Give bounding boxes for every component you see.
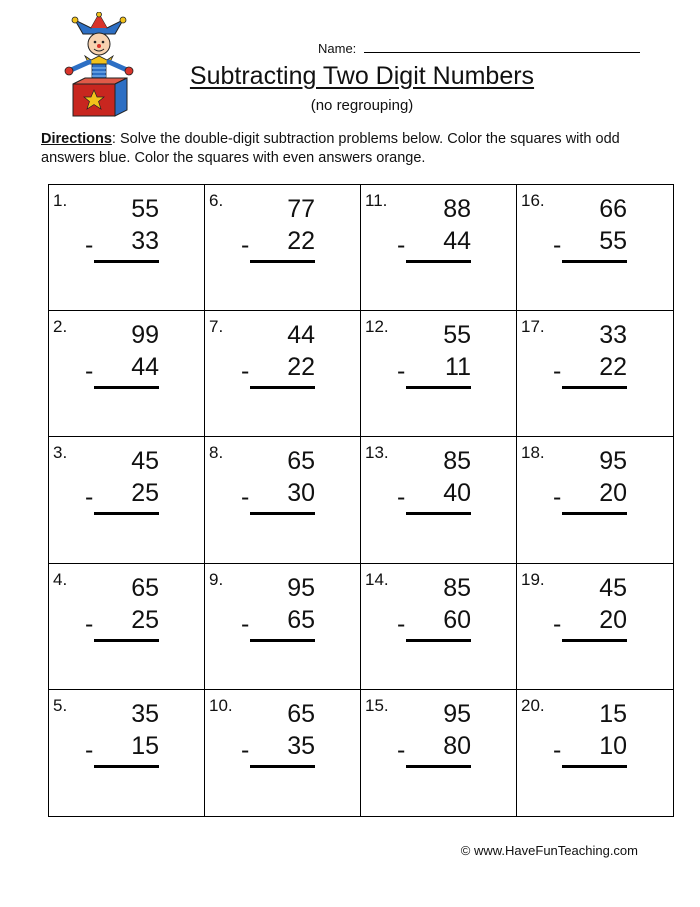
minus-sign: - [397,357,406,386]
problem-cell[interactable] [361,690,517,816]
subtrahend: 25 [131,605,159,634]
minus-sign: - [241,357,250,386]
minuend: 65 [131,573,159,602]
problem-number: 10. [209,695,233,715]
subtrahend: 40 [443,479,471,508]
subtrahend: 22 [599,353,627,382]
subtrahend: 44 [443,227,471,255]
subtrahend: 44 [131,353,159,382]
answer-line[interactable] [250,386,315,389]
answer-line[interactable] [562,639,627,642]
minuend: 85 [443,447,471,476]
answer-line[interactable] [406,386,471,389]
problem-number: 14. [365,569,389,589]
page-title: Subtracting Two Digit Numbers [189,62,535,90]
answer-line[interactable] [562,765,627,768]
problem-cell[interactable] [517,690,673,816]
problem-cell[interactable] [49,185,205,311]
answer-line[interactable] [250,512,315,515]
problem-number: 7. [209,317,224,337]
subtrahend: 15 [131,731,159,760]
minuend: 65 [287,447,315,476]
directions-text: : Solve the double-digit subtraction problems below. Color the squares with odd answers blue. Color the squares with even answers orange. [41,131,620,166]
answer-line[interactable] [94,765,159,768]
problem-number: 20. [521,695,545,715]
problem-cell[interactable] [361,185,517,311]
problem-number: 13. [365,443,389,463]
minus-sign: - [85,735,94,764]
minus-sign: - [241,231,250,259]
minus-sign: - [553,231,562,259]
problem-cell[interactable] [205,690,361,816]
problem-number: 6. [209,191,224,210]
minuend: 15 [599,699,627,728]
minuend: 95 [287,573,315,602]
subtrahend: 10 [599,731,627,760]
minuend: 55 [131,195,159,223]
problem-number: 15. [365,695,389,715]
minus-sign: - [241,483,250,512]
page-subtitle: (no regrouping) [310,97,414,114]
minuend: 35 [131,699,159,728]
problem-cell[interactable] [205,185,361,311]
minus-sign: - [397,735,406,764]
problem-number: 12. [365,317,389,337]
minuend: 95 [443,699,471,728]
minus-sign: - [85,609,94,638]
directions-label: Directions [41,131,112,147]
answer-line[interactable] [250,260,315,263]
problem-cell[interactable] [205,564,361,690]
problem-cell[interactable] [49,311,205,437]
minus-sign: - [553,357,562,386]
name-field[interactable] [318,40,640,56]
answer-line[interactable] [406,260,471,263]
answer-line[interactable] [562,512,627,515]
name-label: Name: [318,41,357,56]
answer-line[interactable] [406,765,471,768]
name-line[interactable] [364,40,640,53]
problem-number: 2. [53,317,68,337]
problem-cell[interactable] [361,437,517,563]
minuend: 44 [287,321,315,350]
answer-line[interactable] [94,386,159,389]
minus-sign: - [397,609,406,638]
subtrahend: 20 [599,605,627,634]
problem-cell[interactable] [517,185,673,311]
subtrahend: 22 [287,353,315,382]
minuend: 45 [599,573,627,602]
copyright-footer: © www.HaveFunTeaching.com [460,843,638,858]
problem-cell[interactable] [517,311,673,437]
answer-line[interactable] [94,512,159,515]
subtrahend: 22 [287,227,315,255]
minuend: 95 [599,447,627,476]
problem-number: 5. [53,695,68,715]
minuend: 77 [287,195,315,223]
problem-number: 8. [209,443,224,463]
minuend: 99 [131,321,159,350]
subtrahend: 65 [287,605,315,634]
problem-cell[interactable] [49,437,205,563]
problem-cell[interactable] [205,437,361,563]
answer-line[interactable] [250,639,315,642]
minus-sign: - [553,609,562,638]
minus-sign: - [397,483,406,512]
subtrahend: 20 [599,479,627,508]
problem-number: 3. [53,443,68,463]
problem-number: 19. [521,569,545,589]
problem-number: 17. [521,317,545,337]
minus-sign: - [241,735,250,764]
problem-number: 9. [209,569,224,589]
problem-cell[interactable] [517,564,673,690]
problem-number: 18. [521,443,545,463]
problem-number: 16. [521,191,545,210]
minus-sign: - [85,483,94,512]
problem-cell[interactable] [361,311,517,437]
answer-line[interactable] [406,512,471,515]
minuend: 85 [443,573,471,602]
answer-line[interactable] [562,386,627,389]
minuend: 55 [443,321,471,350]
minus-sign: - [85,357,94,386]
answer-line[interactable] [94,639,159,642]
minus-sign: - [553,735,562,764]
minus-sign: - [553,483,562,512]
subtrahend: 30 [287,479,315,508]
minuend: 33 [599,321,627,350]
problem-number: 1. [53,191,68,210]
answer-line[interactable] [250,765,315,768]
minus-sign: - [397,231,406,259]
problem-cell[interactable] [205,311,361,437]
problem-cell[interactable] [361,564,517,690]
subtrahend: 35 [287,731,315,760]
problem-number: 11. [365,191,388,210]
subtrahend: 11 [445,353,471,382]
problem-cell[interactable] [49,690,205,816]
minuend: 66 [599,195,627,223]
problems-grid [48,184,674,817]
answer-line[interactable] [94,260,159,263]
minuend: 65 [287,699,315,728]
subtrahend: 25 [131,479,159,508]
subtrahend: 80 [443,731,471,760]
answer-line[interactable] [406,639,471,642]
answer-line[interactable] [562,260,627,263]
subtrahend: 55 [599,227,627,255]
minus-sign: - [241,609,250,638]
directions [41,130,661,168]
minuend: 88 [443,195,471,223]
problem-cell[interactable] [517,437,673,563]
subtrahend: 33 [131,227,159,255]
subtrahend: 60 [443,605,471,634]
problem-number: 4. [53,569,68,589]
minus-sign: - [85,231,94,259]
minuend: 45 [131,447,159,476]
problem-cell[interactable] [49,564,205,690]
